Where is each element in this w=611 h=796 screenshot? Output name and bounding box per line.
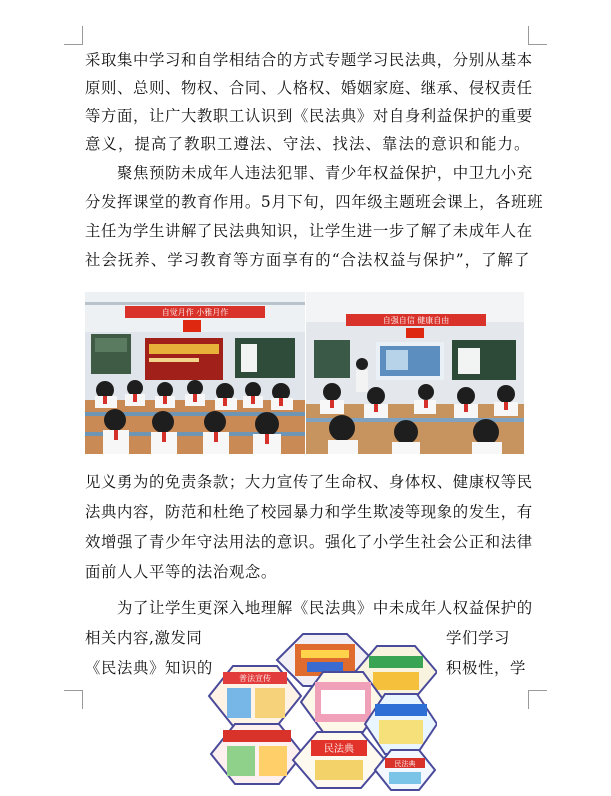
text-line-left: 《民法典》知识的 (85, 659, 213, 677)
text-line: 效增强了青少年守法用法的意识。强化了小学生社会公正和法律 (85, 533, 533, 551)
crop-mark-top-right (528, 26, 547, 45)
classroom-photo-left-image (85, 292, 305, 454)
poster-collage-image (205, 632, 437, 792)
classroom-banner-left: 自觉月作 小雅月作 (161, 308, 229, 317)
text-line: 法典内容，防范和杜绝了校园暴力和学生欺凌等现象的发生，有 (85, 503, 533, 521)
poster-title: 民法典 (324, 744, 354, 755)
text-line: 等方面，让广大教职工认识到《民法典》对自身利益保护的重要 (85, 107, 533, 125)
text-line-right: 积极性，学 (446, 659, 526, 677)
text-line: 原则、总则、物权、合同、人格权、婚姻家庭、继承、侵权责任 (85, 79, 533, 97)
classroom-photo-left (85, 292, 305, 454)
crop-mark-top-left (64, 26, 83, 45)
crop-mark-bottom-left (64, 690, 83, 709)
text-line: 聚焦预防未成年人违法犯罪、青少年权益保护，中卫九小充 (117, 164, 533, 182)
hexagon-collage-svg (205, 632, 437, 792)
text-line: 采取集中学习和自学相结合的方式专题学习民法典，分别从基本 (85, 51, 533, 69)
crop-mark-bottom-right (528, 690, 547, 709)
poster-title: 民法典 (394, 760, 416, 768)
text-line: 分发挥课堂的教育作用。5月下旬，四年级主题班会课上，各班班 (85, 193, 544, 211)
classroom-photo-right-image (306, 292, 524, 454)
text-line: 为了让学生更深入地理解《民法典》中未成年人权益保护的 (117, 599, 533, 617)
text-line-left: 相关内容,激发同 (85, 629, 203, 647)
poster-title: 普法宣传 (239, 674, 271, 683)
classroom-banner-right: 自强自信 健康自由 (382, 316, 450, 325)
classroom-photo-right (306, 292, 524, 454)
text-line: 社会抚养、学习教育等方面享有的“合法权益与保护”，了解了 (85, 251, 530, 269)
text-line: 意义，提高了教职工遵法、守法、找法、靠法的意识和能力。 (85, 135, 530, 153)
text-line: 主任为学生讲解了民法典知识，让学生进一步了解了未成年人在 (85, 222, 533, 240)
text-line: 见义勇为的免责条款；大力宣传了生命权、身体权、健康权等民 (85, 473, 533, 491)
text-line: 面前人人平等的法治观念。 (85, 563, 277, 581)
text-line-right: 学们学习 (446, 629, 510, 647)
